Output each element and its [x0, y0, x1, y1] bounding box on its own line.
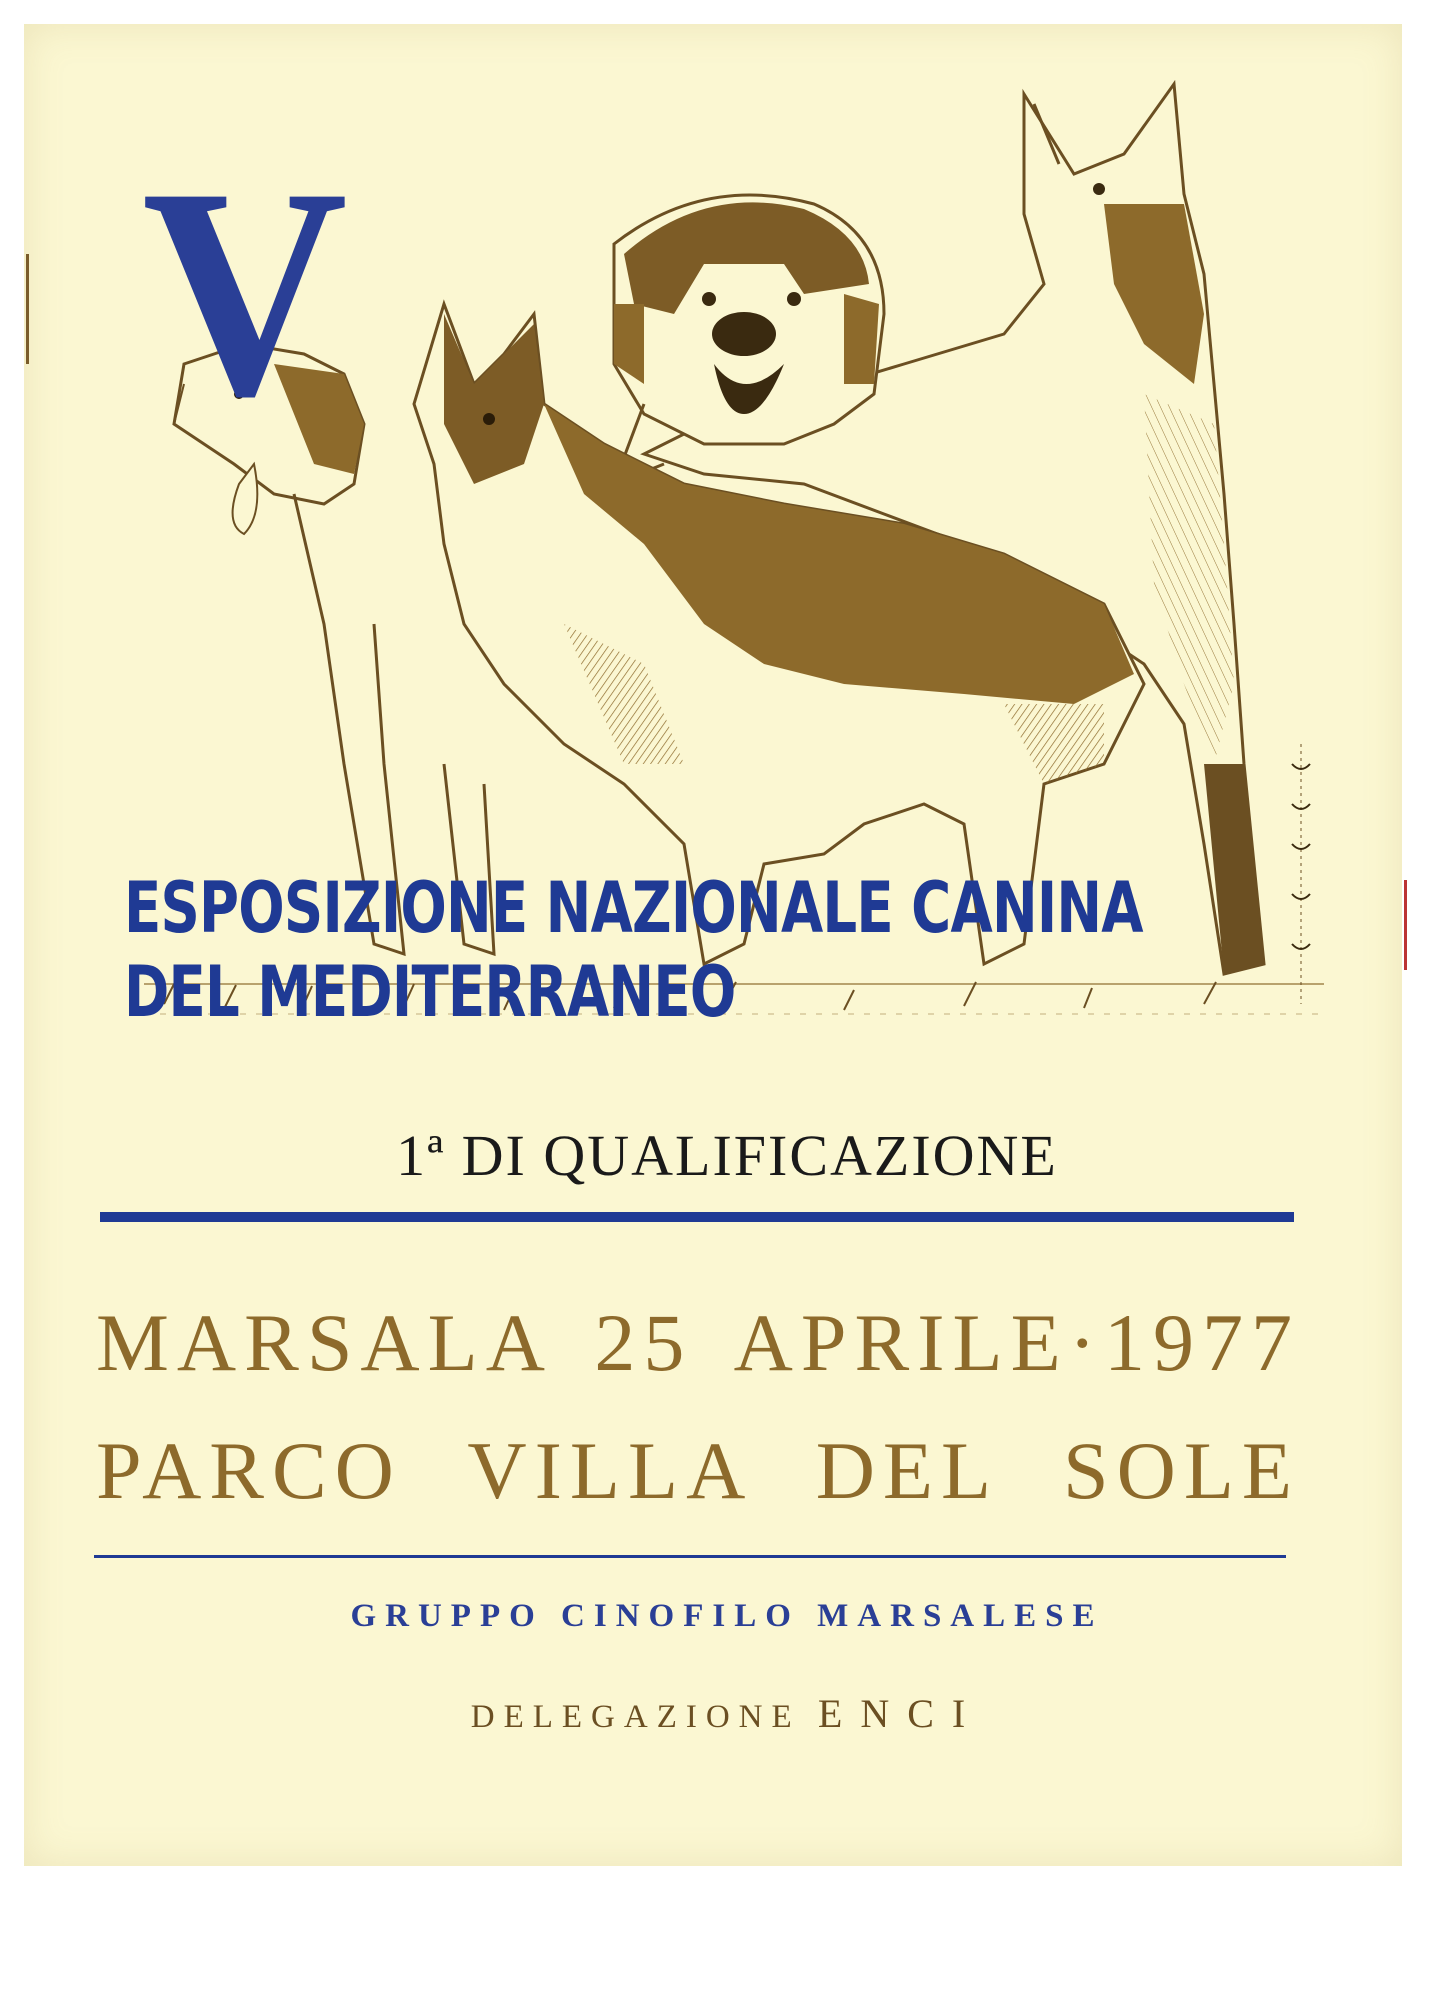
exhibition-title-line2: DEL MEDITERRANEO [124, 951, 736, 1033]
exhibition-title [124, 866, 1143, 1034]
venue-line: PARCO VILLA DEL SOLE [96, 1425, 1300, 1516]
exhibition-title-line1: ESPOSIZIONE NAZIONALE CANINA [124, 867, 1143, 949]
date-location-line: MARSALA 25 APRILE·1977 [96, 1297, 1300, 1388]
edge-color-mark [1404, 880, 1407, 970]
delegation-prefix: DELEGAZIONE [470, 1699, 801, 1735]
divider-thin [94, 1555, 1286, 1558]
artist-signature [1286, 744, 1316, 1004]
delegation-org: ENCI [817, 1691, 984, 1736]
qualification-subtitle: 1ª DI QUALIFICAZIONE [396, 1123, 1058, 1188]
paper-wear-mark [26, 254, 29, 364]
divider-thick [100, 1212, 1294, 1222]
poster-sheet [24, 24, 1402, 1866]
edition-numeral: V [142, 126, 348, 458]
delegation-line [0, 1690, 1454, 1737]
organizer-line: GRUPPO CINOFILO MARSALESE [350, 1598, 1104, 1634]
